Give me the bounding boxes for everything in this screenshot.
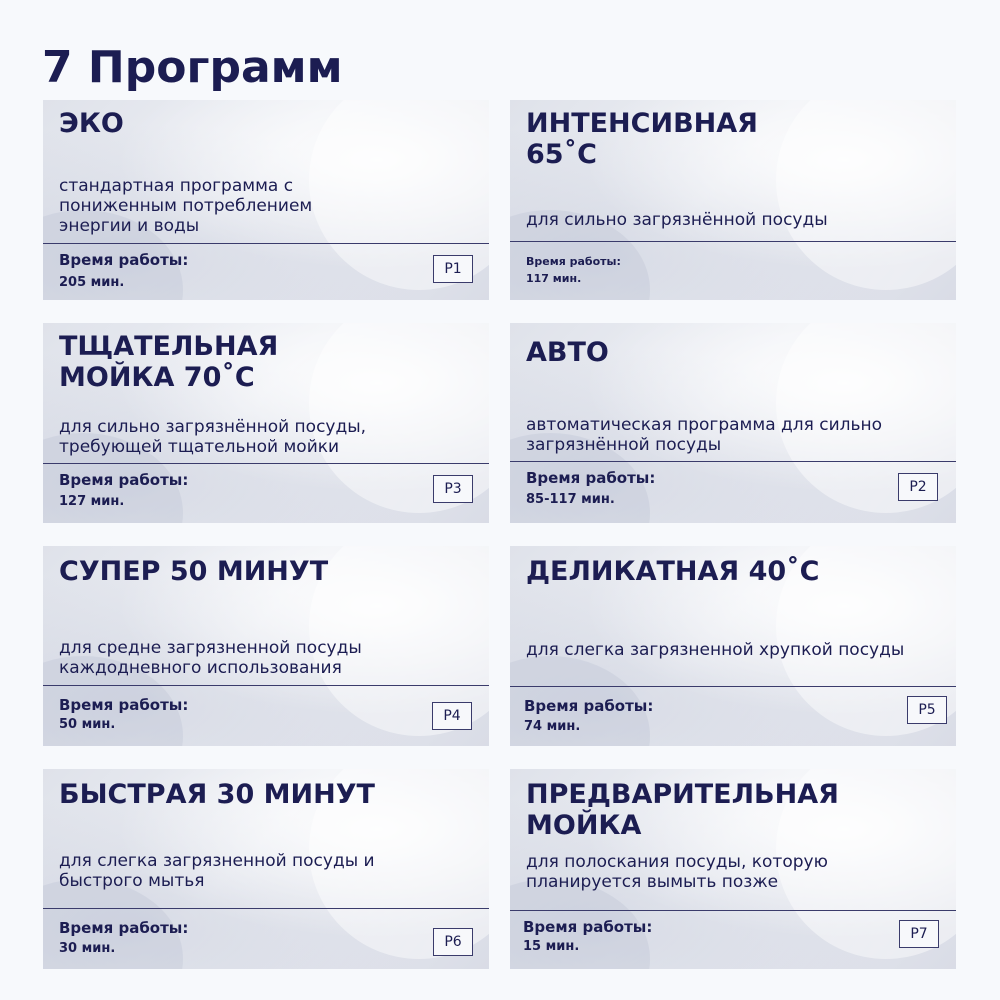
program-code-badge: P5: [907, 696, 947, 724]
program-title: АВТО: [526, 337, 609, 368]
time-value: 127 мин.: [59, 494, 125, 509]
program-description: стандартная программа с пониженным потреблением энергии и воды: [59, 176, 313, 236]
program-card-eco: [43, 100, 489, 300]
time-value: 50 мин.: [59, 717, 116, 732]
program-code-badge: P4: [432, 702, 472, 730]
program-title: ИНТЕНСИВНАЯ 65˚С: [526, 108, 758, 170]
program-description: автоматическая программа для сильно загрязнённой посуды: [526, 415, 883, 455]
card-divider: [510, 241, 956, 242]
time-label: Время работы:: [526, 469, 656, 487]
time-label: Время работы:: [59, 919, 189, 937]
time-value: 205 мин.: [59, 275, 125, 290]
card-background-image: [776, 100, 956, 290]
program-card-auto: [510, 323, 956, 523]
program-card-intensive: [510, 100, 956, 300]
program-description: для сильно загрязнённой посуды: [526, 210, 828, 230]
time-value: 15 мин.: [523, 939, 580, 954]
program-title: БЫСТРАЯ 30 МИНУТ: [59, 779, 375, 810]
card-divider: [43, 463, 489, 464]
card-divider: [43, 243, 489, 244]
program-description: для полоскания посуды, которую планируется вымыть позже: [526, 852, 828, 892]
program-code-badge: P6: [433, 928, 473, 956]
page-title: 7 Программ: [42, 42, 343, 93]
program-title: СУПЕР 50 МИНУТ: [59, 556, 329, 587]
program-title: ПРЕДВАРИТЕЛЬНАЯ МОЙКА: [526, 779, 839, 841]
program-title: ТЩАТЕЛЬНАЯ МОЙКА 70˚С: [59, 331, 279, 393]
program-card-quick30: [43, 769, 489, 969]
program-description: для слегка загрязненной посуды и быстрого мытья: [59, 851, 375, 891]
program-title: ДЕЛИКАТНАЯ 40˚С: [526, 556, 820, 587]
time-label: Время работы:: [526, 255, 621, 268]
program-code-badge: P3: [433, 475, 473, 503]
time-label: Время работы:: [59, 251, 189, 269]
time-value: 85-117 мин.: [526, 492, 615, 507]
card-divider: [510, 910, 956, 911]
time-label: Время работы:: [59, 696, 189, 714]
program-code-badge: P2: [898, 473, 938, 501]
program-code-badge: P7: [899, 920, 939, 948]
program-card-delicate: [510, 546, 956, 746]
card-divider: [510, 686, 956, 687]
program-card-thorough: [43, 323, 489, 523]
program-description: для слегка загрязненной хрупкой посуды: [526, 640, 905, 660]
program-card-super50: [43, 546, 489, 746]
time-value: 117 мин.: [526, 272, 582, 285]
card-divider: [43, 685, 489, 686]
program-title: ЭКО: [59, 108, 124, 139]
time-label: Время работы:: [524, 697, 654, 715]
card-divider: [43, 908, 489, 909]
program-card-prewash: [510, 769, 956, 969]
program-description: для сильно загрязнённой посуды, требующей тщательной мойки: [59, 417, 367, 457]
program-code-badge: P1: [433, 255, 473, 283]
time-value: 74 мин.: [524, 719, 581, 734]
time-label: Время работы:: [523, 918, 653, 936]
program-description: для средне загрязненной посуды каждодневного использования: [59, 638, 362, 678]
time-value: 30 мин.: [59, 941, 116, 956]
time-label: Время работы:: [59, 471, 189, 489]
card-divider: [510, 461, 956, 462]
